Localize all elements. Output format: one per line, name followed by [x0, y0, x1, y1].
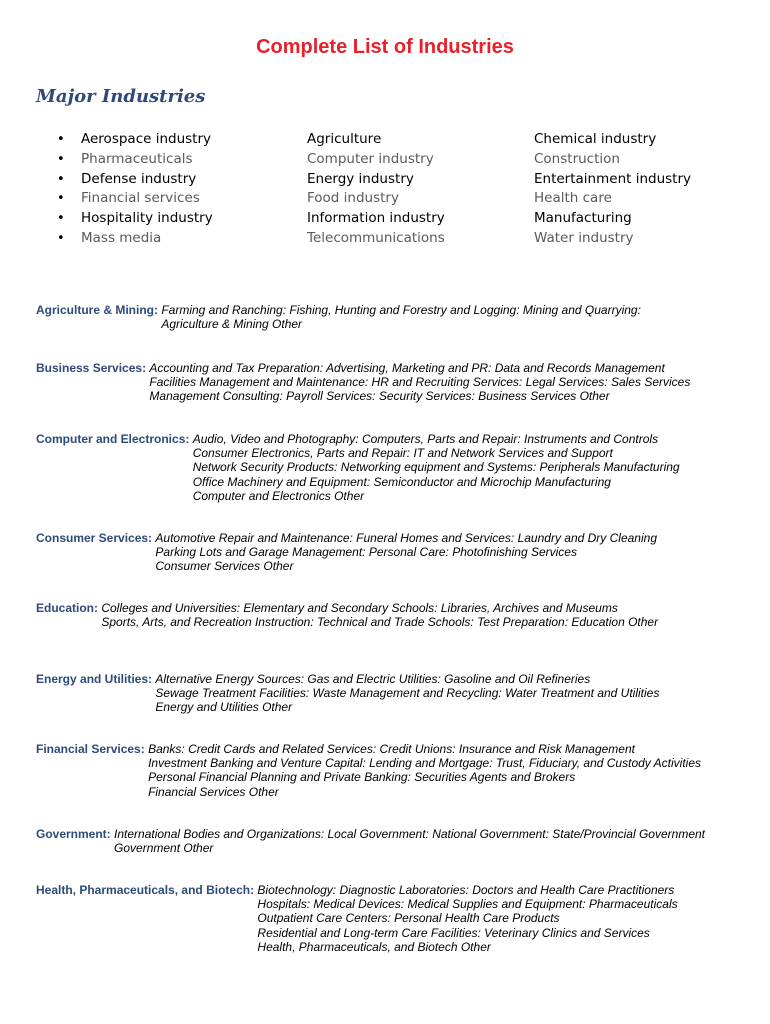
- industry-column: [57, 130, 213, 249]
- section-label: Business Services:: [36, 361, 150, 375]
- section-text: Banks: Credit Cards and Related Services: Credit Unions: Insurance and Risk Management: [148, 742, 635, 756]
- section-text: Consumer Electronics, Parts and Repair: IT and Network Services and Support: [192, 446, 613, 461]
- industry-label: Food industry: [307, 190, 399, 207]
- list-item: [307, 150, 445, 170]
- section-text: Audio, Video and Photography: Computers, Parts and Repair: Instruments and Controls: [192, 432, 659, 446]
- section-line: [36, 489, 680, 503]
- section-line: [36, 531, 657, 545]
- list-item: [534, 150, 691, 170]
- section-text: Residential and Long-term Care Facilities: Veterinary Clinics and Services: [257, 925, 650, 940]
- section-line: [36, 545, 657, 559]
- section-line: [36, 827, 705, 841]
- section-text: Management Consulting: Payroll Services: Security Services: Business Services Other: [149, 389, 610, 404]
- industry-label: Water industry: [534, 229, 634, 246]
- list-item: [307, 170, 445, 190]
- list-item: [534, 229, 691, 249]
- industry-label: Energy industry: [307, 170, 414, 187]
- section-label: Agriculture & Mining:: [36, 303, 162, 317]
- bullet-icon: •: [57, 151, 65, 167]
- industry-label: Information industry: [307, 210, 445, 227]
- industry-label: Hospitality industry: [81, 210, 213, 227]
- section-text: Sports, Arts, and Recreation Instruction: Technical and Trade Schools: Test Preparation: Education Other: [101, 615, 659, 630]
- section-text: Facilities Management and Maintenance: HR and Recruiting Services: Legal Services: Sales Services: [149, 375, 691, 390]
- list-item: [534, 189, 691, 209]
- industry-label: Defense industry: [81, 170, 197, 187]
- industry-section: [36, 827, 705, 855]
- section-text: Network Security Products: Networking equipment and Systems: Peripherals Manufacturing: [192, 460, 680, 475]
- section-text: Biotechnology: Diagnostic Laboratories: Doctors and Health Care Practitioners: [257, 883, 675, 897]
- section-line: [36, 375, 690, 389]
- section-text: Accounting and Tax Preparation: Advertising, Marketing and PR: Data and Records Management: [149, 361, 665, 375]
- industry-label: Pharmaceuticals: [81, 150, 193, 167]
- industry-label: Health care: [534, 190, 612, 207]
- section-text: Government Other: [114, 841, 214, 856]
- list-item: [307, 209, 445, 229]
- section-line: [36, 926, 678, 940]
- industry-column: [534, 130, 691, 249]
- section-text: Hospitals: Medical Devices: Medical Supplies and Equipment: Pharmaceuticals: [257, 897, 678, 912]
- section-text: Personal Financial Planning and Private Banking: Securities Agents and Brokers: [148, 770, 576, 785]
- section-line: [36, 841, 705, 855]
- major-industries-heading: Major Industries: [36, 86, 206, 107]
- section-line: [36, 460, 680, 474]
- list-item: [307, 229, 445, 249]
- list-item: [57, 150, 213, 170]
- section-line: [36, 389, 690, 403]
- section-line: [36, 700, 659, 714]
- industry-label: Agriculture: [307, 131, 382, 147]
- section-text: Energy and Utilities Other: [155, 700, 293, 715]
- section-line: [36, 317, 641, 331]
- section-line: [36, 303, 641, 317]
- section-text: Colleges and Universities: Elementary and Secondary Schools: Libraries, Archives and Museums: [101, 601, 618, 615]
- section-line: [36, 601, 658, 615]
- industry-label: Mass media: [81, 229, 162, 246]
- section-line: [36, 756, 701, 770]
- industry-label: Aerospace industry: [81, 131, 212, 147]
- industry-label: Entertainment industry: [534, 170, 692, 187]
- industry-section: [36, 531, 657, 574]
- industry-label: Chemical industry: [534, 131, 657, 147]
- section-text: Parking Lots and Garage Management: Personal Care: Photofinishing Services: [155, 545, 577, 560]
- section-line: [36, 742, 701, 756]
- list-item: [534, 209, 691, 229]
- section-line: [36, 615, 658, 629]
- section-line: [36, 559, 657, 573]
- section-text: Automotive Repair and Maintenance: Funeral Homes and Services: Laundry and Dry Cleaning: [155, 531, 657, 545]
- list-item: [57, 189, 213, 209]
- bullet-icon: •: [57, 211, 65, 227]
- section-line: [36, 361, 690, 375]
- list-item: [307, 189, 445, 209]
- industry-section: [36, 361, 690, 404]
- section-label: Consumer Services:: [36, 531, 156, 545]
- industry-label: Financial services: [81, 190, 200, 207]
- bullet-icon: •: [57, 191, 65, 207]
- list-item: [534, 170, 691, 190]
- section-label: Energy and Utilities:: [36, 672, 156, 686]
- section-line: [36, 883, 678, 897]
- industry-section: [36, 303, 641, 331]
- section-text: Farming and Ranching: Fishing, Hunting and Forestry and Logging: Mining and Quarrying:: [161, 303, 641, 317]
- section-text: Health, Pharmaceuticals, and Biotech Other: [257, 939, 491, 954]
- page-title: Complete List of Industries: [256, 36, 514, 58]
- section-text: Office Machinery and Equipment: Semiconductor and Microchip Manufacturing: [192, 474, 611, 489]
- list-item: [57, 130, 213, 150]
- industry-section: [36, 601, 658, 629]
- bullet-icon: •: [57, 230, 65, 246]
- section-label: Computer and Electronics:: [36, 432, 193, 446]
- section-line: [36, 770, 701, 784]
- section-line: [36, 911, 678, 925]
- industry-section: [36, 432, 680, 503]
- industry-section: [36, 742, 701, 799]
- industry-label: Telecommunications: [307, 229, 445, 246]
- section-label: Health, Pharmaceuticals, and Biotech:: [36, 883, 258, 897]
- section-text: International Bodies and Organizations: Local Government: National Government: State/Provincial Government: [114, 827, 705, 841]
- section-label: Government:: [36, 827, 115, 841]
- section-line: [36, 672, 659, 686]
- industry-section: [36, 672, 659, 715]
- section-label: Financial Services:: [36, 742, 149, 756]
- section-line: [36, 897, 678, 911]
- bullet-icon: •: [57, 171, 65, 187]
- section-line: [36, 475, 680, 489]
- section-line: [36, 686, 659, 700]
- section-line: [36, 432, 680, 446]
- list-item: [307, 130, 445, 150]
- section-line: [36, 940, 678, 954]
- industry-label: Manufacturing: [534, 210, 632, 227]
- section-label: Education:: [36, 601, 102, 615]
- bullet-icon: •: [57, 132, 65, 147]
- section-text: Consumer Services Other: [155, 559, 294, 574]
- section-text: Alternative Energy Sources: Gas and Electric Utilities: Gasoline and Oil Refineries: [155, 672, 591, 686]
- section-text: Outpatient Care Centers: Personal Health Care Products: [257, 911, 560, 926]
- section-text: Agriculture & Mining Other: [161, 317, 303, 332]
- industry-label: Construction: [534, 150, 620, 167]
- section-text: Investment Banking and Venture Capital: Lending and Mortgage: Trust, Fiduciary, and Custody Activities: [148, 756, 702, 771]
- section-text: Computer and Electronics Other: [192, 488, 365, 503]
- list-item: [57, 170, 213, 190]
- section-text: Sewage Treatment Facilities: Waste Management and Recycling: Water Treatment and Utilities: [155, 686, 660, 701]
- section-line: [36, 446, 680, 460]
- industry-section: [36, 883, 678, 954]
- industry-label: Computer industry: [307, 150, 434, 167]
- section-text: Financial Services Other: [148, 784, 279, 799]
- industry-column: [307, 130, 445, 249]
- list-item: [57, 229, 213, 249]
- section-line: [36, 785, 701, 799]
- list-item: [534, 130, 691, 150]
- list-item: [57, 209, 213, 229]
